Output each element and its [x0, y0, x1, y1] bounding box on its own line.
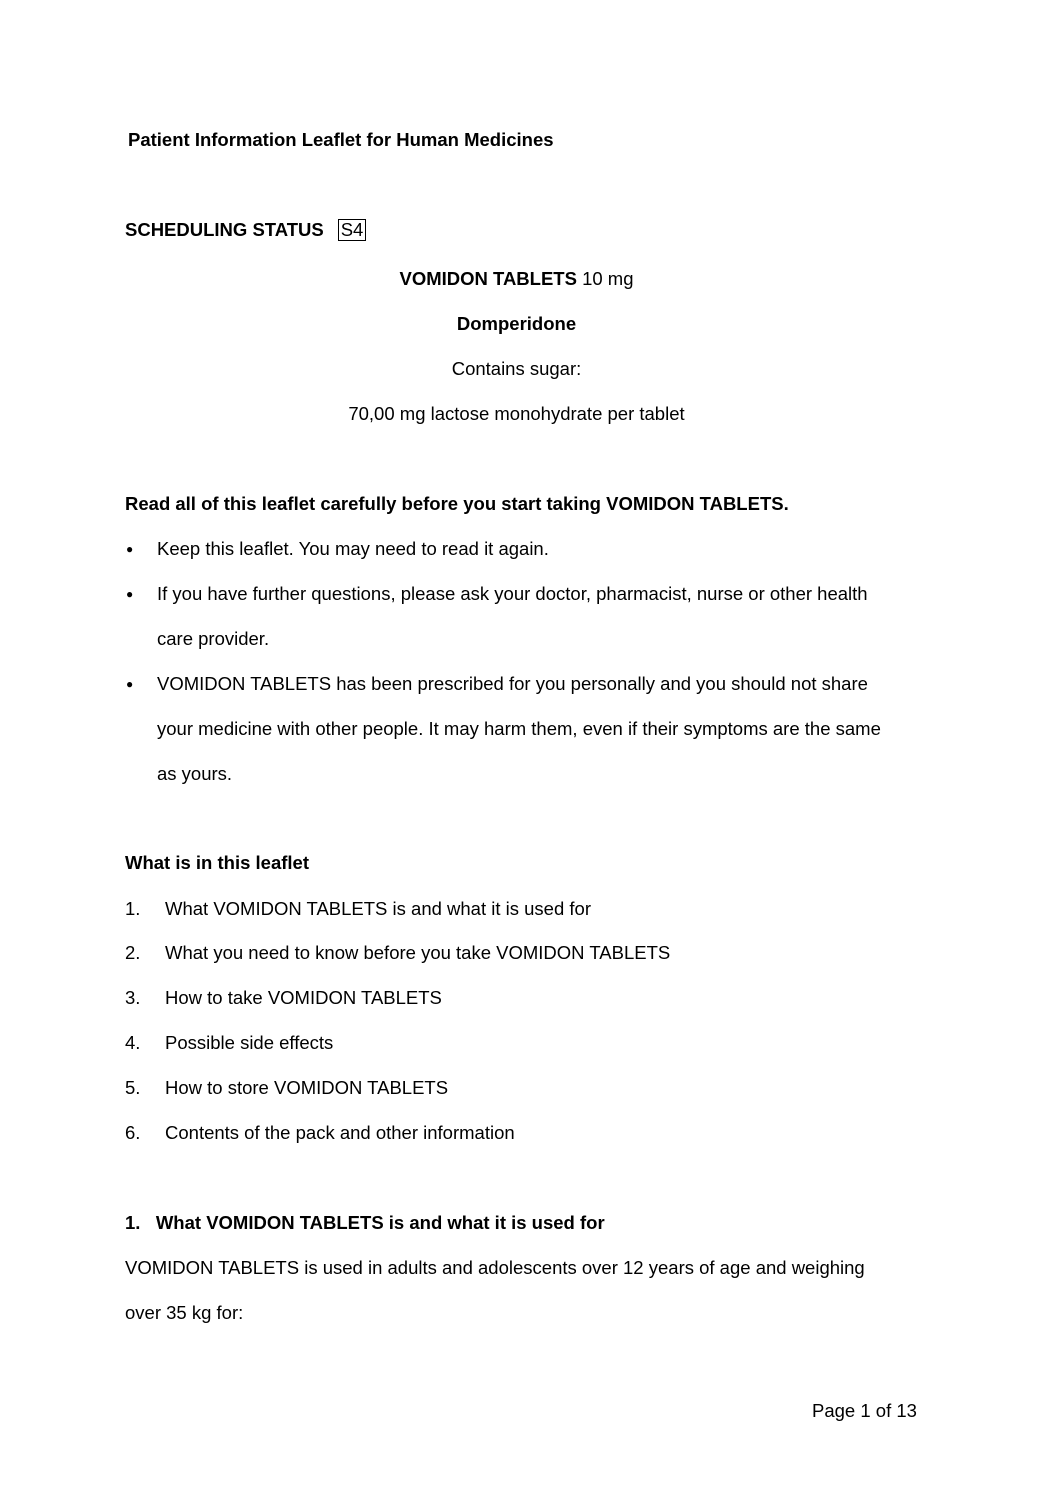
contents-item-number: 1.: [125, 898, 141, 919]
contains-sugar: Contains sugar:: [451, 358, 582, 379]
section-1-text: over 35 kg for:: [125, 1302, 244, 1323]
read-all-warning: Read all of this leaflet carefully before you start taking VOMIDON TABLETS.: [125, 493, 789, 514]
product-strength: 10 mg: [576, 268, 634, 289]
scheduling-label: SCHEDULING STATUS: [125, 219, 324, 240]
contents-item-text: How to take VOMIDON TABLETS: [165, 987, 442, 1008]
product-name: VOMIDON TABLETS: [399, 268, 577, 289]
contents-item-text: What you need to know before you take VOMIDON TABLETS: [165, 942, 671, 963]
active-ingredient: Domperidone: [456, 313, 577, 334]
contents-item-number: 6.: [125, 1122, 141, 1143]
scheduling-value-badge: S4: [338, 219, 367, 241]
bullet-icon: ●: [126, 542, 134, 556]
contents-item-text: What VOMIDON TABLETS is and what it is used for: [165, 898, 591, 919]
contents-item-text: Possible side effects: [165, 1032, 334, 1053]
list-item-text: If you have further questions, please ask your doctor, pharmacist, nurse or other health: [157, 583, 868, 604]
contents-heading: What is in this leaflet: [125, 852, 309, 873]
list-item-text: VOMIDON TABLETS has been prescribed for you personally and you should not share: [157, 673, 868, 694]
leaflet-header: Patient Information Leaflet for Human Medicines: [128, 129, 554, 150]
product-title: [0, 268, 1033, 290]
section-1-text: VOMIDON TABLETS is used in adults and adolescents over 12 years of age and weighing: [125, 1257, 865, 1278]
bullet-icon: ●: [126, 677, 134, 691]
list-item-text: as yours.: [157, 763, 233, 784]
contents-item-number: 5.: [125, 1077, 141, 1098]
contents-item-number: 3.: [125, 987, 141, 1008]
contents-item-number: 2.: [125, 942, 141, 963]
contents-item-number: 4.: [125, 1032, 141, 1053]
list-item-text: care provider.: [157, 628, 270, 649]
bullet-icon: ●: [126, 587, 134, 601]
list-item-text: your medicine with other people. It may harm them, even if their symptoms are the same: [157, 718, 881, 739]
lactose-content: 70,00 mg lactose monohydrate per tablet: [348, 403, 685, 424]
contents-item-text: Contents of the pack and other information: [165, 1122, 515, 1143]
section-1-heading: 1. What VOMIDON TABLETS is and what it is used for: [125, 1212, 605, 1233]
contents-item-text: How to store VOMIDON TABLETS: [165, 1077, 449, 1098]
page-number: Page 1 of 13: [812, 1400, 917, 1421]
scheduling-status: [125, 219, 366, 241]
list-item-text: Keep this leaflet. You may need to read it again.: [157, 538, 549, 559]
